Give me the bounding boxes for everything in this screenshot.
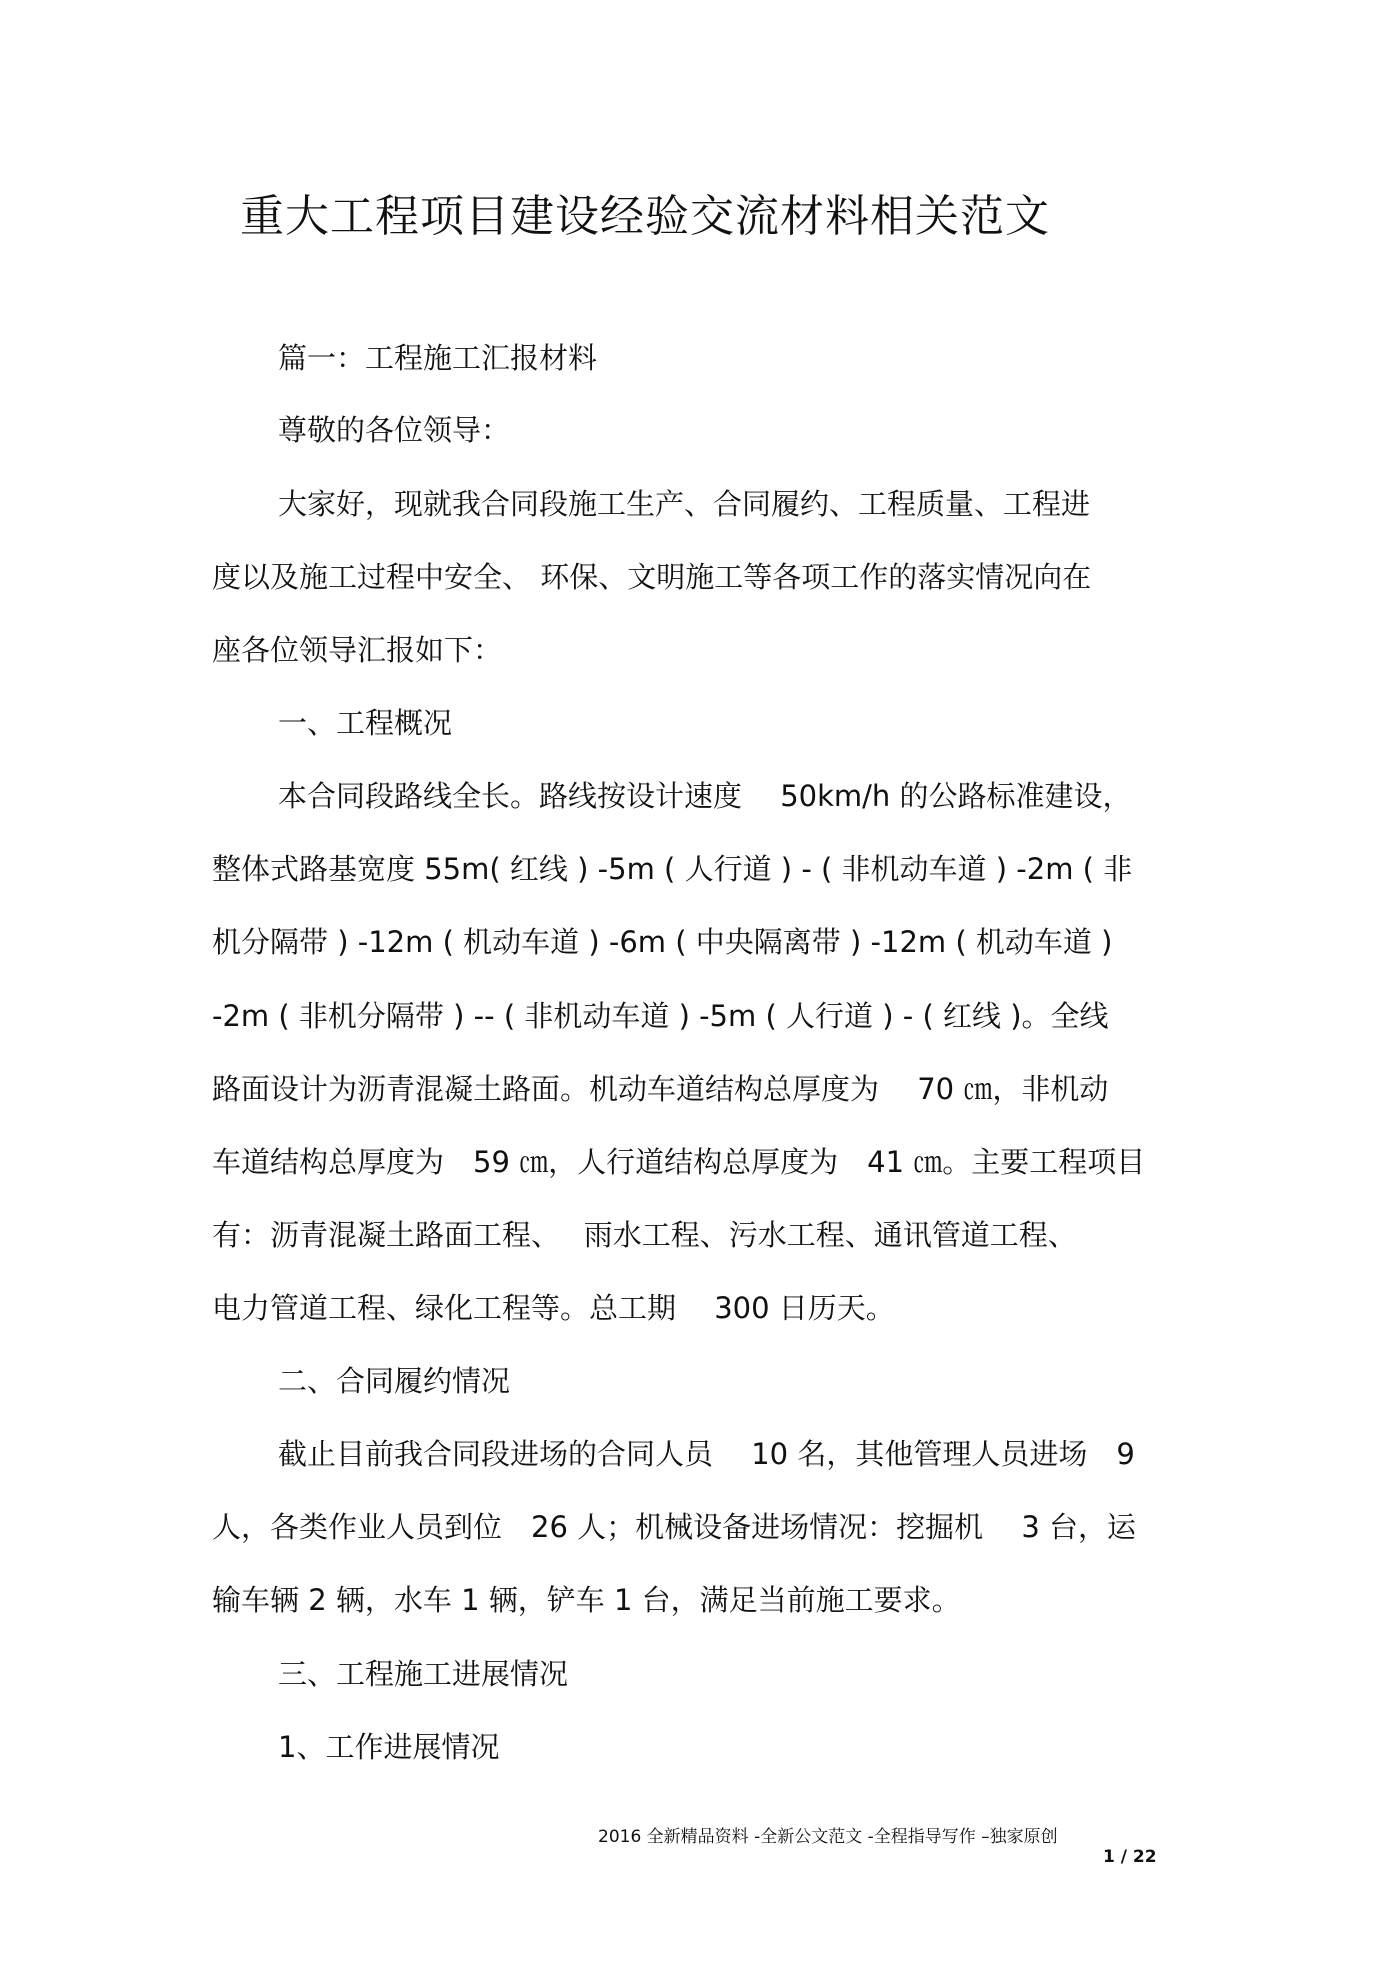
paragraph-line: 人，各类作业人员到位 26 人；机械设备进场情况：挖掘机 3 台，运 [212, 1510, 1137, 1544]
paragraph-line: 路面设计为沥青混凝土路面。机动车道结构总厚度为 70 ㎝，非机动 [212, 1072, 1109, 1106]
section-heading: 一、工程概况 [278, 706, 453, 740]
section-heading: 三、工程施工进展情况 [278, 1657, 569, 1691]
section-heading-1: 篇一：工程施工汇报材料 [278, 341, 598, 375]
paragraph-line: 电力管道工程、绿化工程等。总工期 300 日历天。 [212, 1291, 895, 1325]
page-footer: 2016 全新精品资料 -全新公文范文 -全程指导写作 –独家原创 [598, 1827, 1058, 1847]
section-heading: 二、合同履约情况 [278, 1364, 511, 1398]
document-title: 重大工程项目建设经验交流材料相关范文 [240, 191, 1050, 242]
paragraph-line: -2m ( 非机分隔带 ) -- ( 非机动车道 ) -5m ( 人行道 ) - ( 红线 )。全线 [212, 999, 1109, 1033]
paragraph-line: 机分隔带 ) -12m ( 机动车道 ) -6m ( 中央隔离带 ) -12m ( 机动车道 ) [212, 925, 1113, 959]
paragraph-line: 整体式路基宽度 55m( 红线 ) -5m ( 人行道 ) - ( 非机动车道 ) -2m ( 非 [212, 852, 1133, 886]
paragraph-line: 座各位领导汇报如下： [212, 633, 503, 667]
subsection-heading: 1、工作进展情况 [278, 1730, 500, 1764]
paragraph-line: 车道结构总厚度为 59 ㎝，人行道结构总厚度为 41 ㎝。主要工程项目 [212, 1145, 1146, 1179]
paragraph-line: 截止目前我合同段进场的合同人员 10 名，其他管理人员进场 9 [278, 1437, 1135, 1471]
salutation: 尊敬的各位领导： [278, 413, 511, 447]
paragraph-line: 输车辆 2 辆，水车 1 辆，铲车 1 台，满足当前施工要求。 [212, 1583, 961, 1617]
paragraph-line: 度以及施工过程中安全、 环保、文明施工等各项工作的落实情况向在 [212, 560, 1092, 594]
paragraph-line: 本合同段路线全长。路线按设计速度 50km/h 的公路标准建设， [278, 779, 1132, 813]
paragraph-line: 有：沥青混凝土路面工程、 雨水工程、污水工程、通讯管道工程、 [212, 1218, 1077, 1252]
paragraph-line: 大家好，现就我合同段施工生产、合同履约、工程质量、工程进 [278, 487, 1091, 521]
page-number: 1 / 22 [1103, 1847, 1157, 1867]
